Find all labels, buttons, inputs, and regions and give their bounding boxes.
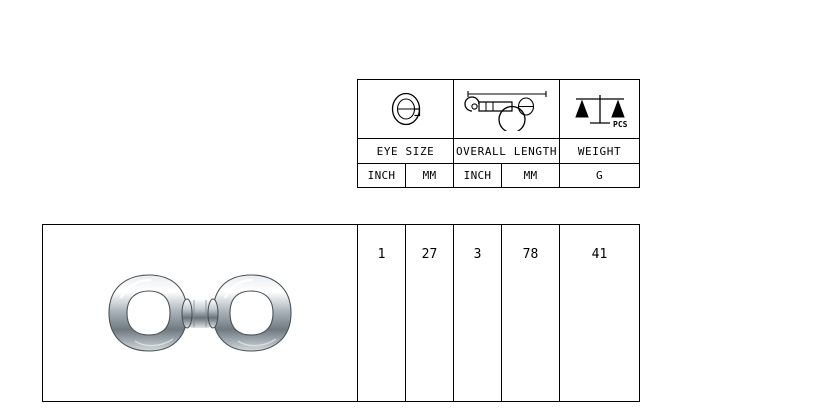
svg-text:PCS: PCS (612, 120, 627, 129)
overall-length-icon (454, 80, 559, 138)
cell-weight-g: 41 (560, 225, 640, 402)
table-row (43, 225, 640, 402)
cell-eye-size-inch: 1 (358, 225, 406, 402)
weight-scale-icon (560, 80, 639, 138)
product-image-cell (43, 225, 358, 402)
product-table (42, 224, 640, 402)
eye-size-unit-inch: INCH (358, 164, 406, 188)
overall-length-unit-inch: INCH (454, 164, 502, 188)
overall-length-icon-cell (454, 80, 560, 139)
spec-icon-row (358, 80, 640, 139)
spec-label-row (358, 139, 640, 164)
product-image (43, 225, 357, 401)
overall-length-unit-mm: MM (502, 164, 560, 188)
eye-size-icon (358, 80, 453, 138)
cell-overall-length-inch: 3 (454, 225, 502, 402)
eye-size-unit-mm: MM (406, 164, 454, 188)
weight-unit-g: G (560, 164, 640, 188)
overall-length-label: OVERALL LENGTH (454, 139, 560, 164)
cell-eye-size-mm: 27 (406, 225, 454, 402)
weight-label: WEIGHT (560, 139, 640, 164)
eye-size-label: EYE SIZE (358, 139, 454, 164)
weight-icon-cell (560, 80, 640, 139)
eye-size-icon-cell (358, 80, 454, 139)
cell-overall-length-mm: 78 (502, 225, 560, 402)
spec-header-table (357, 79, 640, 188)
spec-unit-row (358, 164, 640, 188)
